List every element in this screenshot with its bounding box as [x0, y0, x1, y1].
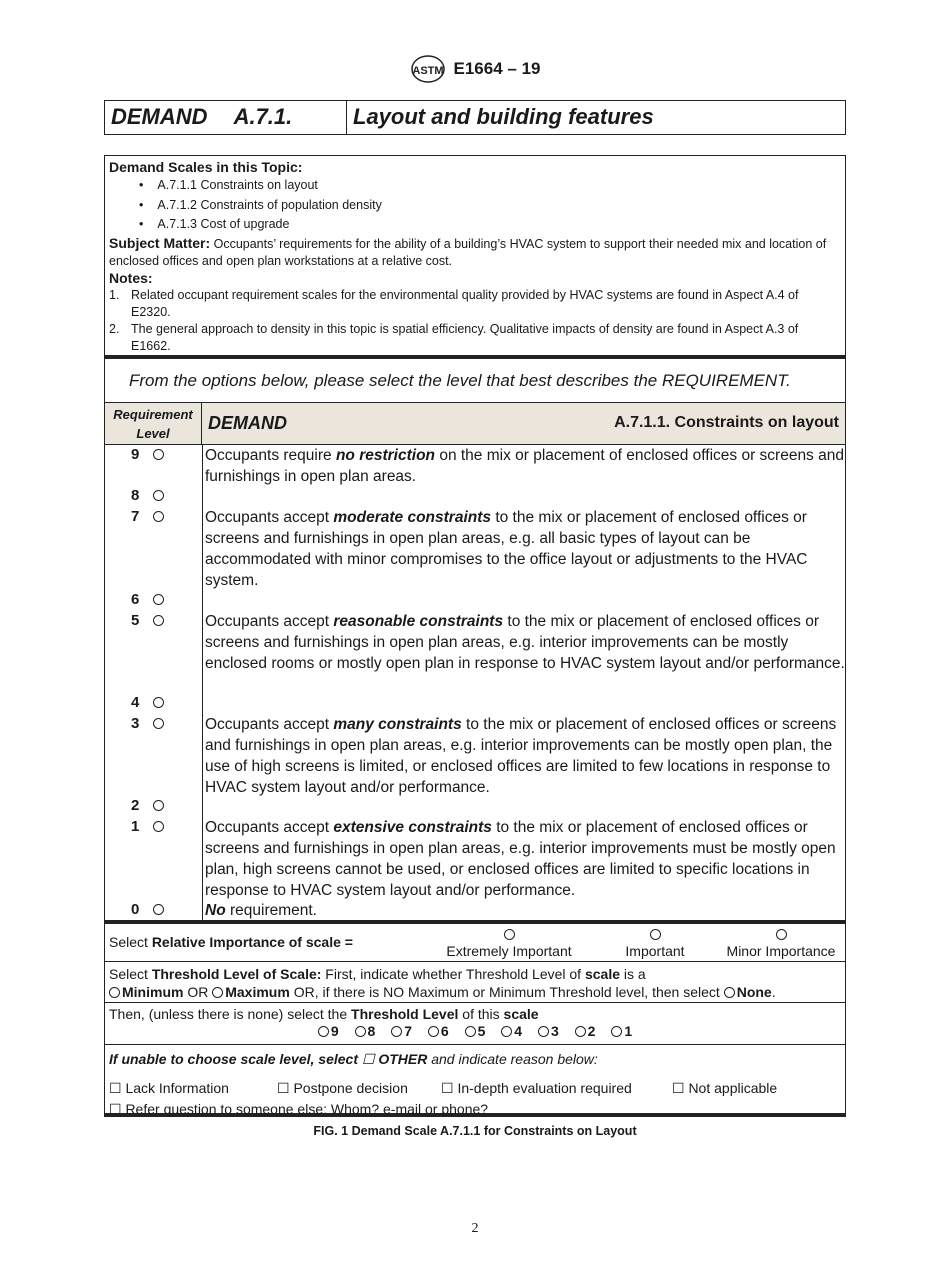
list-item: • A.7.1.1 Constraints on layout	[139, 176, 841, 196]
level-option-6[interactable]: 6	[131, 591, 191, 608]
radio-icon	[212, 987, 223, 998]
importance-extremely-important[interactable]: Extremely Important	[441, 927, 577, 959]
radio-icon	[153, 511, 164, 522]
level-option-7[interactable]: 7	[131, 508, 191, 525]
level-7-description: Occupants accept moderate constraints to the mix or placement of enclosed offices or screens and furnishings in open plan areas, e.g. all basic types of layout can be accommodated with minor compromises to the office layout or adjustments to the HVAC system.	[205, 508, 808, 589]
threshold-none-option[interactable]: None	[724, 984, 772, 1000]
reason-in-depth-evaluation[interactable]: ☐ In-depth evaluation required	[441, 1079, 632, 1096]
list-item: • A.7.1.3 Cost of upgrade	[139, 215, 841, 235]
radio-icon	[153, 697, 164, 708]
relative-importance-row	[105, 924, 845, 962]
title-topic: Layout and building features	[353, 104, 654, 129]
level-5-description: Occupants accept reasonable constraints to the mix or placement of enclosed offices or screens and furnishings in open plan areas, e.g. interior improvements can be mostly enclosed rooms or mostly open plan in response to HVAC system layout and/or performance.	[205, 612, 845, 672]
radio-icon	[318, 1026, 329, 1037]
threshold-minimum-option[interactable]: Minimum	[109, 984, 183, 1000]
radio-icon	[538, 1026, 549, 1037]
level-9-description: Occupants require no restriction on the mix or placement of enclosed offices or screens and furnishings in open plan areas.	[205, 446, 844, 485]
level-option-9[interactable]: 9	[131, 446, 191, 463]
reason-refer-question[interactable]: ☐ Refer question to someone else: Whom? e-mail or phone?	[109, 1100, 489, 1117]
threshold-level-5[interactable]: 5	[465, 1023, 486, 1039]
importance-label: Select Relative Importance of scale =	[109, 934, 353, 950]
other-section	[105, 1045, 845, 1120]
radio-icon	[611, 1026, 622, 1037]
threshold-maximum-option[interactable]: Maximum	[212, 984, 290, 1000]
threshold-level-options	[109, 1023, 841, 1040]
threshold-level-6[interactable]: 6	[428, 1023, 449, 1039]
reason-lack-information[interactable]: ☐ Lack Information	[109, 1079, 229, 1096]
threshold-level-9[interactable]: 9	[318, 1023, 339, 1039]
list-item: 1. Related occupant requirement scales for the environmental quality provided by HVAC systems are found in Aspect A.4 of E2320.	[109, 287, 799, 319]
title-box	[104, 100, 846, 135]
level-option-3[interactable]: 3	[131, 715, 191, 732]
radio-icon	[153, 821, 164, 832]
list-item: • A.7.1.2 Constraints of population density	[139, 196, 841, 216]
radio-icon	[724, 987, 735, 998]
level-0-description: No requirement.	[205, 901, 317, 919]
subject-label: Subject Matter:	[109, 234, 211, 251]
level-3-description: Occupants accept many constraints to the mix or placement of enclosed offices or screens and furnishings in open plan areas, e.g. interior improvements can be mostly open plan, the use of high screens is limited, or enclosed offices are limited to few locations in response to HVAC system layout and/or performance.	[205, 715, 837, 796]
level-option-2[interactable]: 2	[131, 797, 191, 814]
other-heading: If unable to choose scale level, select ☐ OTHER and indicate reason below:	[109, 1050, 598, 1067]
astm-logo-icon	[410, 54, 446, 84]
threshold-level-2[interactable]: 2	[575, 1023, 596, 1039]
figure-caption: FIG. 1 Demand Scale A.7.1.1 for Constraints on Layout	[313, 1124, 637, 1138]
checkbox-icon[interactable]: ☐	[361, 1050, 375, 1067]
threshold-level-4[interactable]: 4	[501, 1023, 522, 1039]
radio-icon	[776, 929, 787, 940]
demand-scale-form	[104, 155, 846, 1117]
level-1-description: Occupants accept extensive constraints to the mix or placement of enclosed offices or screens and furnishings in open plan areas, e.g. interior improvements must be mostly open plan, high screens cannot be used, or enclosed offices are limited to specific locations in response to HVAC system layout and/or performance.	[205, 818, 836, 899]
topic-section	[105, 156, 845, 355]
requirement-level-heading: Requirement Level	[105, 403, 202, 444]
list-item: 2. The general approach to density in this topic is spatial efficiency. Qualitative impacts of density are found in Aspect A.3 of E1662.	[109, 321, 799, 353]
standard-code: E1664 – 19	[453, 59, 541, 78]
scale-title: A.7.1.1. Constraints on layout	[614, 414, 839, 431]
level-option-1[interactable]: 1	[131, 818, 191, 835]
instruction-text: From the options below, please select the level that best describes the REQUIREMENT.	[105, 359, 845, 403]
subject-text: Occupants’ requirements for the ability of a building’s HVAC system to support their needed mix and location of enclosed offices and open plan workstations at a relative cost.	[109, 236, 827, 268]
radio-icon	[153, 594, 164, 605]
radio-icon	[391, 1026, 402, 1037]
threshold-level-3[interactable]: 3	[538, 1023, 559, 1039]
radio-icon	[153, 490, 164, 501]
notes-heading: Notes:	[109, 269, 153, 286]
scale-header	[105, 403, 845, 445]
svg-text:ASTM: ASTM	[411, 65, 444, 77]
scales-list	[139, 176, 841, 235]
threshold-type-row: Select Threshold Level of Scale: First, indicate whether Threshold Level of scale is a Minimum OR Maximum OR, if there is NO Maximum or Minimum Threshold level, then select None.	[105, 962, 845, 1003]
reason-postpone-decision[interactable]: ☐ Postpone decision	[277, 1079, 408, 1096]
radio-icon	[575, 1026, 586, 1037]
title-demand: DEMAND	[111, 104, 208, 129]
threshold-level-row: Then, (unless there is none) select the Threshold Level of this scale 9 8 7 6 5 4 3 2 1	[105, 1003, 845, 1045]
radio-icon	[504, 929, 515, 940]
levels-table	[105, 445, 845, 924]
level-option-8[interactable]: 8	[131, 487, 191, 504]
level-option-0[interactable]: 0	[131, 901, 191, 918]
page-number: 2	[471, 1221, 479, 1236]
radio-icon	[650, 929, 661, 940]
subject-matter	[109, 235, 841, 270]
radio-icon	[501, 1026, 512, 1037]
radio-icon	[465, 1026, 476, 1037]
level-option-5[interactable]: 5	[131, 612, 191, 629]
threshold-level-1[interactable]: 1	[611, 1023, 632, 1039]
importance-minor[interactable]: Minor Importance	[721, 927, 841, 959]
radio-icon	[153, 449, 164, 460]
threshold-level-7[interactable]: 7	[391, 1023, 412, 1039]
title-code: A.7.1.	[233, 104, 293, 129]
notes-list	[109, 287, 841, 355]
radio-icon	[153, 904, 164, 915]
radio-icon	[428, 1026, 439, 1037]
radio-icon	[109, 987, 120, 998]
radio-icon	[153, 718, 164, 729]
reason-not-applicable[interactable]: ☐ Not applicable	[672, 1079, 778, 1096]
threshold-level-8[interactable]: 8	[355, 1023, 376, 1039]
radio-icon	[355, 1026, 366, 1037]
title-demand-cell	[105, 101, 347, 134]
page-header	[0, 54, 950, 84]
importance-important[interactable]: Important	[613, 927, 697, 959]
scale-demand-label: DEMAND	[208, 412, 287, 433]
scales-heading: Demand Scales in this Topic:	[109, 159, 303, 175]
level-option-4[interactable]: 4	[131, 694, 191, 711]
radio-icon	[153, 615, 164, 626]
radio-icon	[153, 800, 164, 811]
